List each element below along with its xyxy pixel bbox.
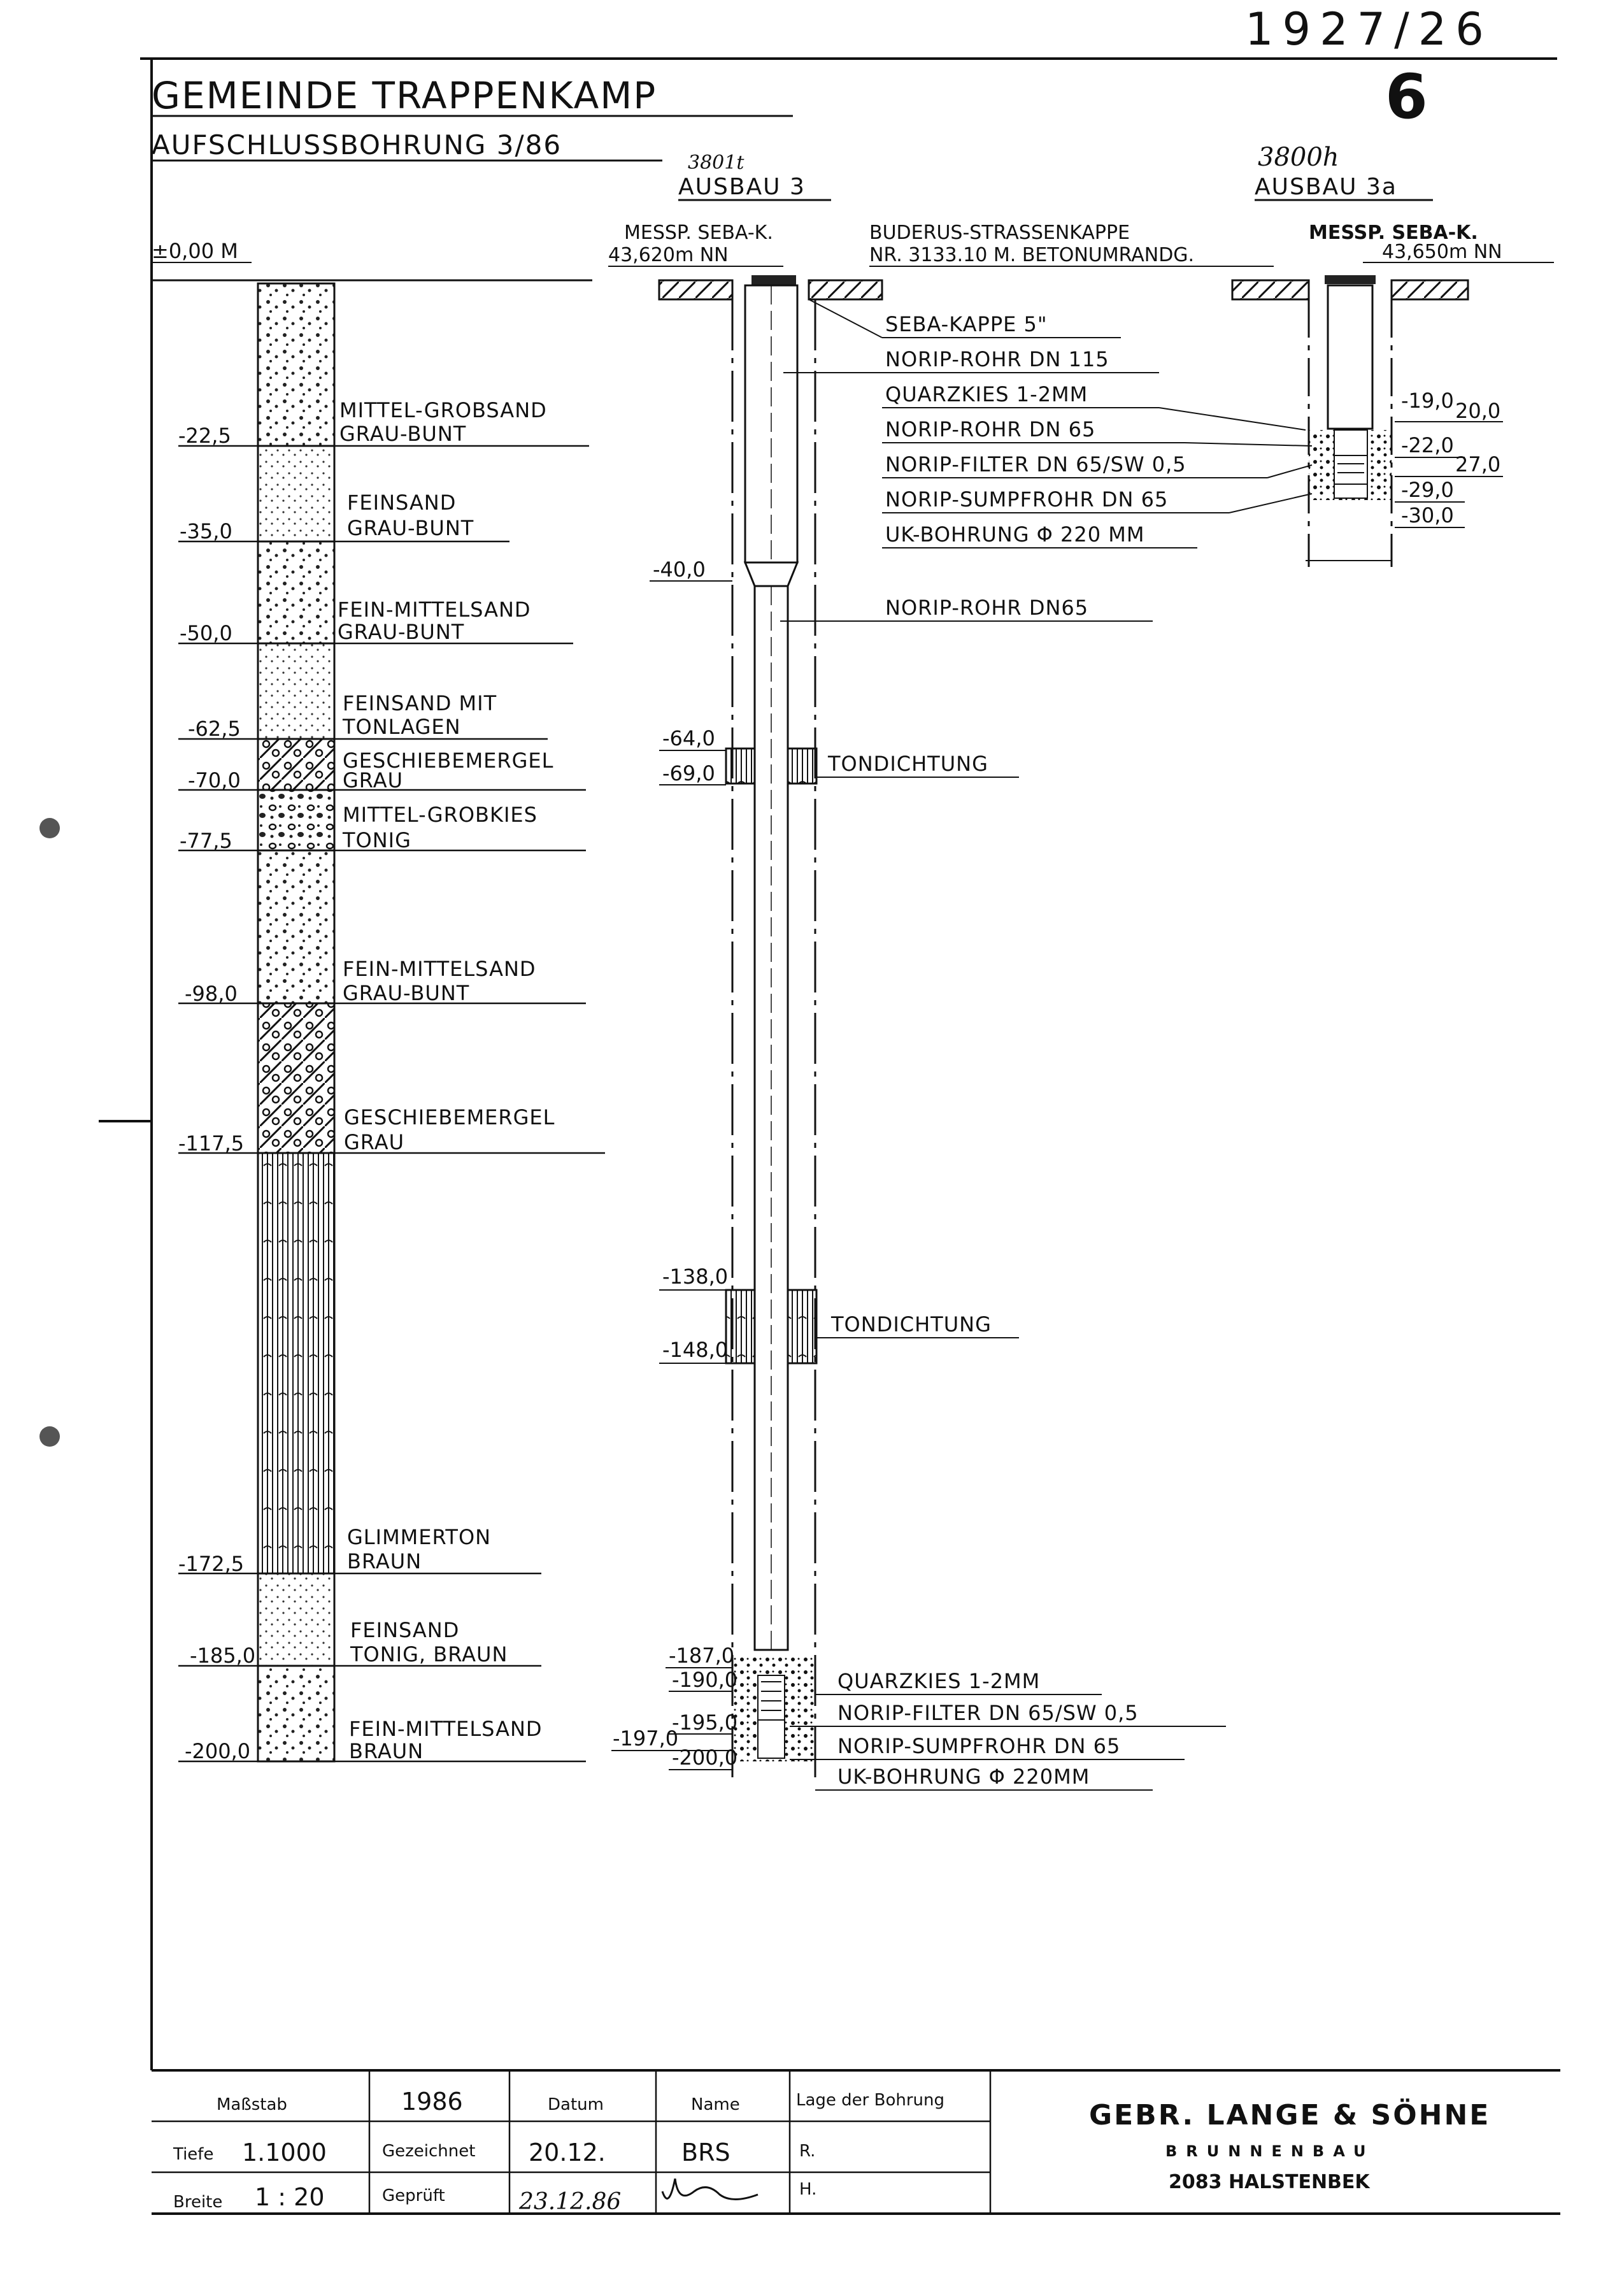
layer-description: GRAU-BUNT (338, 620, 465, 644)
sheet-number: 6 (1385, 61, 1428, 133)
layer-description: GRAU (343, 768, 404, 792)
right-messp-value: 43,650m NN (1382, 241, 1502, 263)
seal-label: TONDICHTUNG (831, 1312, 992, 1336)
layer-depth: -172,5 (178, 1552, 245, 1576)
left-well-handwritten-id: 3801t (688, 152, 744, 174)
layer-description: GRAU-BUNT (343, 981, 470, 1005)
depth-label: -148,0 (662, 1338, 729, 1362)
layer-description: BRAUN (349, 1739, 424, 1763)
layer-name: MITTEL-GROBKIES (343, 803, 538, 827)
layer-name: FEIN-MITTELSAND (349, 1717, 543, 1741)
construction-label: QUARZKIES 1-2MM (837, 1669, 1041, 1693)
construction-label: SEBA-KAPPE 5" (885, 312, 1048, 336)
depth-label: -22,0 (1401, 433, 1454, 457)
depth-label: -187,0 (669, 1644, 735, 1668)
construction-label: NORIP-ROHR DN65 (885, 596, 1089, 620)
layer-depth: -22,5 (178, 424, 231, 448)
layer-name: FEINSAND (350, 1618, 460, 1642)
company-address: 2083 HALSTENBEK (1169, 2171, 1370, 2193)
layer-name: FEIN-MITTELSAND (343, 957, 536, 981)
left-well-label: AUSBAU 3 (678, 174, 806, 200)
construction-label: UK-BOHRUNG Φ 220 MM (885, 522, 1145, 547)
company-trade: BRUNNENBAU (1165, 2142, 1375, 2160)
right-well-label: AUSBAU 3a (1255, 174, 1397, 200)
depth-label: -190,0 (672, 1668, 738, 1692)
layer-depth: -185,0 (190, 1644, 256, 1668)
construction-label: NORIP-FILTER DN 65/SW 0,5 (837, 1701, 1139, 1725)
layer-description: TONIG (343, 828, 411, 852)
bottom-construction-labels (790, 1669, 1226, 1790)
construction-label: UK-BOHRUNG Φ 220MM (837, 1765, 1090, 1789)
right-messp-label: MESSP. SEBA-K. (1309, 222, 1478, 244)
geprueft-label: Geprüft (382, 2186, 445, 2205)
construction-label: QUARZKIES 1-2MM (885, 382, 1088, 406)
layer-description: TONLAGEN (343, 715, 461, 739)
datum-header: Datum (548, 2095, 604, 2114)
depth-label: -195,0 (672, 1710, 738, 1735)
layer-depth: -50,0 (180, 621, 232, 645)
depth-label: -19,0 (1401, 389, 1454, 413)
left-messp-label: MESSP. SEBA-K. (624, 222, 773, 244)
tiefe-label: Tiefe (173, 2145, 214, 2164)
layer-name: FEINSAND (347, 491, 457, 515)
lithology-column (258, 283, 334, 1761)
construction-label: NORIP-FILTER DN 65/SW 0,5 (885, 452, 1186, 476)
gezeichnet-date: 20.12. (529, 2138, 606, 2167)
left-messp-value: 43,620m NN (608, 244, 729, 266)
depth-label: 27,0 (1455, 452, 1501, 476)
cap-note-line1: BUDERUS-STRASSENKAPPE (869, 222, 1130, 244)
signature (662, 2179, 758, 2200)
r-label: R. (799, 2142, 816, 2161)
punch-hole (39, 818, 60, 838)
depth-label: -200,0 (672, 1745, 738, 1770)
layer-depth: -35,0 (180, 519, 232, 543)
construction-label: NORIP-SUMPFROHR DN 65 (837, 1734, 1121, 1758)
layer-description: GRAU (344, 1130, 405, 1154)
layer-depth: -98,0 (185, 982, 238, 1006)
construction-labels (780, 299, 1388, 1338)
lage-header: Lage der Bohrung (796, 2091, 945, 2110)
depth-label: -138,0 (662, 1264, 729, 1289)
punch-hole (39, 1426, 60, 1447)
layer-name: FEINSAND MIT (343, 691, 497, 715)
breite-label: Breite (173, 2193, 223, 2212)
cap-note-line2: NR. 3133.10 M. BETONUMRANDG. (869, 244, 1195, 266)
geprueft-date: 23.12.86 (519, 2189, 622, 2215)
gezeichnet-label: Gezeichnet (382, 2142, 476, 2161)
year-value: 1986 (401, 2088, 463, 2116)
depth-label: -29,0 (1401, 478, 1454, 502)
layer-description: TONIG, BRAUN (350, 1642, 508, 1666)
name-header: Name (691, 2095, 740, 2114)
layer-name: GESCHIEBEMERGEL (344, 1105, 555, 1129)
layer-depth: -200,0 (185, 1739, 251, 1763)
layer-depth: -117,5 (178, 1131, 245, 1156)
depth-label: -40,0 (653, 557, 706, 582)
construction-label: NORIP-SUMPFROHR DN 65 (885, 487, 1169, 512)
layer-depth: -70,0 (188, 768, 241, 792)
layer-description: GRAU-BUNT (339, 422, 467, 446)
page-subtitle: AUFSCHLUSSBOHRUNG 3/86 (152, 129, 562, 161)
title-block (152, 2070, 1560, 2215)
depth-label: -69,0 (662, 761, 715, 785)
seal-label: TONDICHTUNG (828, 752, 988, 776)
layer-name: FEIN-MITTELSAND (338, 598, 531, 622)
layer-depth: -77,5 (180, 829, 232, 853)
massstab-label: Maßstab (217, 2095, 287, 2114)
lithology-labels (178, 398, 605, 1763)
depth-label: 20,0 (1455, 399, 1501, 423)
layer-description: GRAU-BUNT (347, 516, 474, 540)
tiefe-value: 1.1000 (242, 2138, 327, 2167)
page-title: GEMEINDE TRAPPENKAMP (152, 74, 657, 117)
construction-label: NORIP-ROHR DN 115 (885, 347, 1109, 371)
layer-description: BRAUN (347, 1549, 422, 1573)
well-depth-labels (611, 557, 737, 1770)
layer-name: GLIMMERTON (347, 1525, 492, 1549)
archive-number: 1927/26 (1245, 3, 1493, 55)
well-ausbau-3 (659, 275, 882, 1777)
layer-name: MITTEL-GROBSAND (339, 398, 547, 422)
layer-depth: -62,5 (188, 717, 241, 741)
depth-label: -30,0 (1401, 503, 1454, 527)
gezeichnet-name: BRS (681, 2138, 730, 2167)
right-well-depth-labels (1395, 389, 1503, 527)
layer-name: GESCHIEBEMERGEL (343, 749, 554, 773)
h-label: H. (799, 2180, 817, 2199)
breite-value: 1 : 20 (255, 2183, 325, 2211)
company-name: GEBR. LANGE & SÖHNE (1089, 2099, 1491, 2131)
construction-label: NORIP-ROHR DN 65 (885, 417, 1096, 441)
right-well-handwritten-id: 3800h (1258, 143, 1339, 172)
datum-label: ±0,00 M (152, 239, 238, 263)
depth-label: -197,0 (613, 1726, 679, 1751)
depth-label: -64,0 (662, 726, 715, 750)
